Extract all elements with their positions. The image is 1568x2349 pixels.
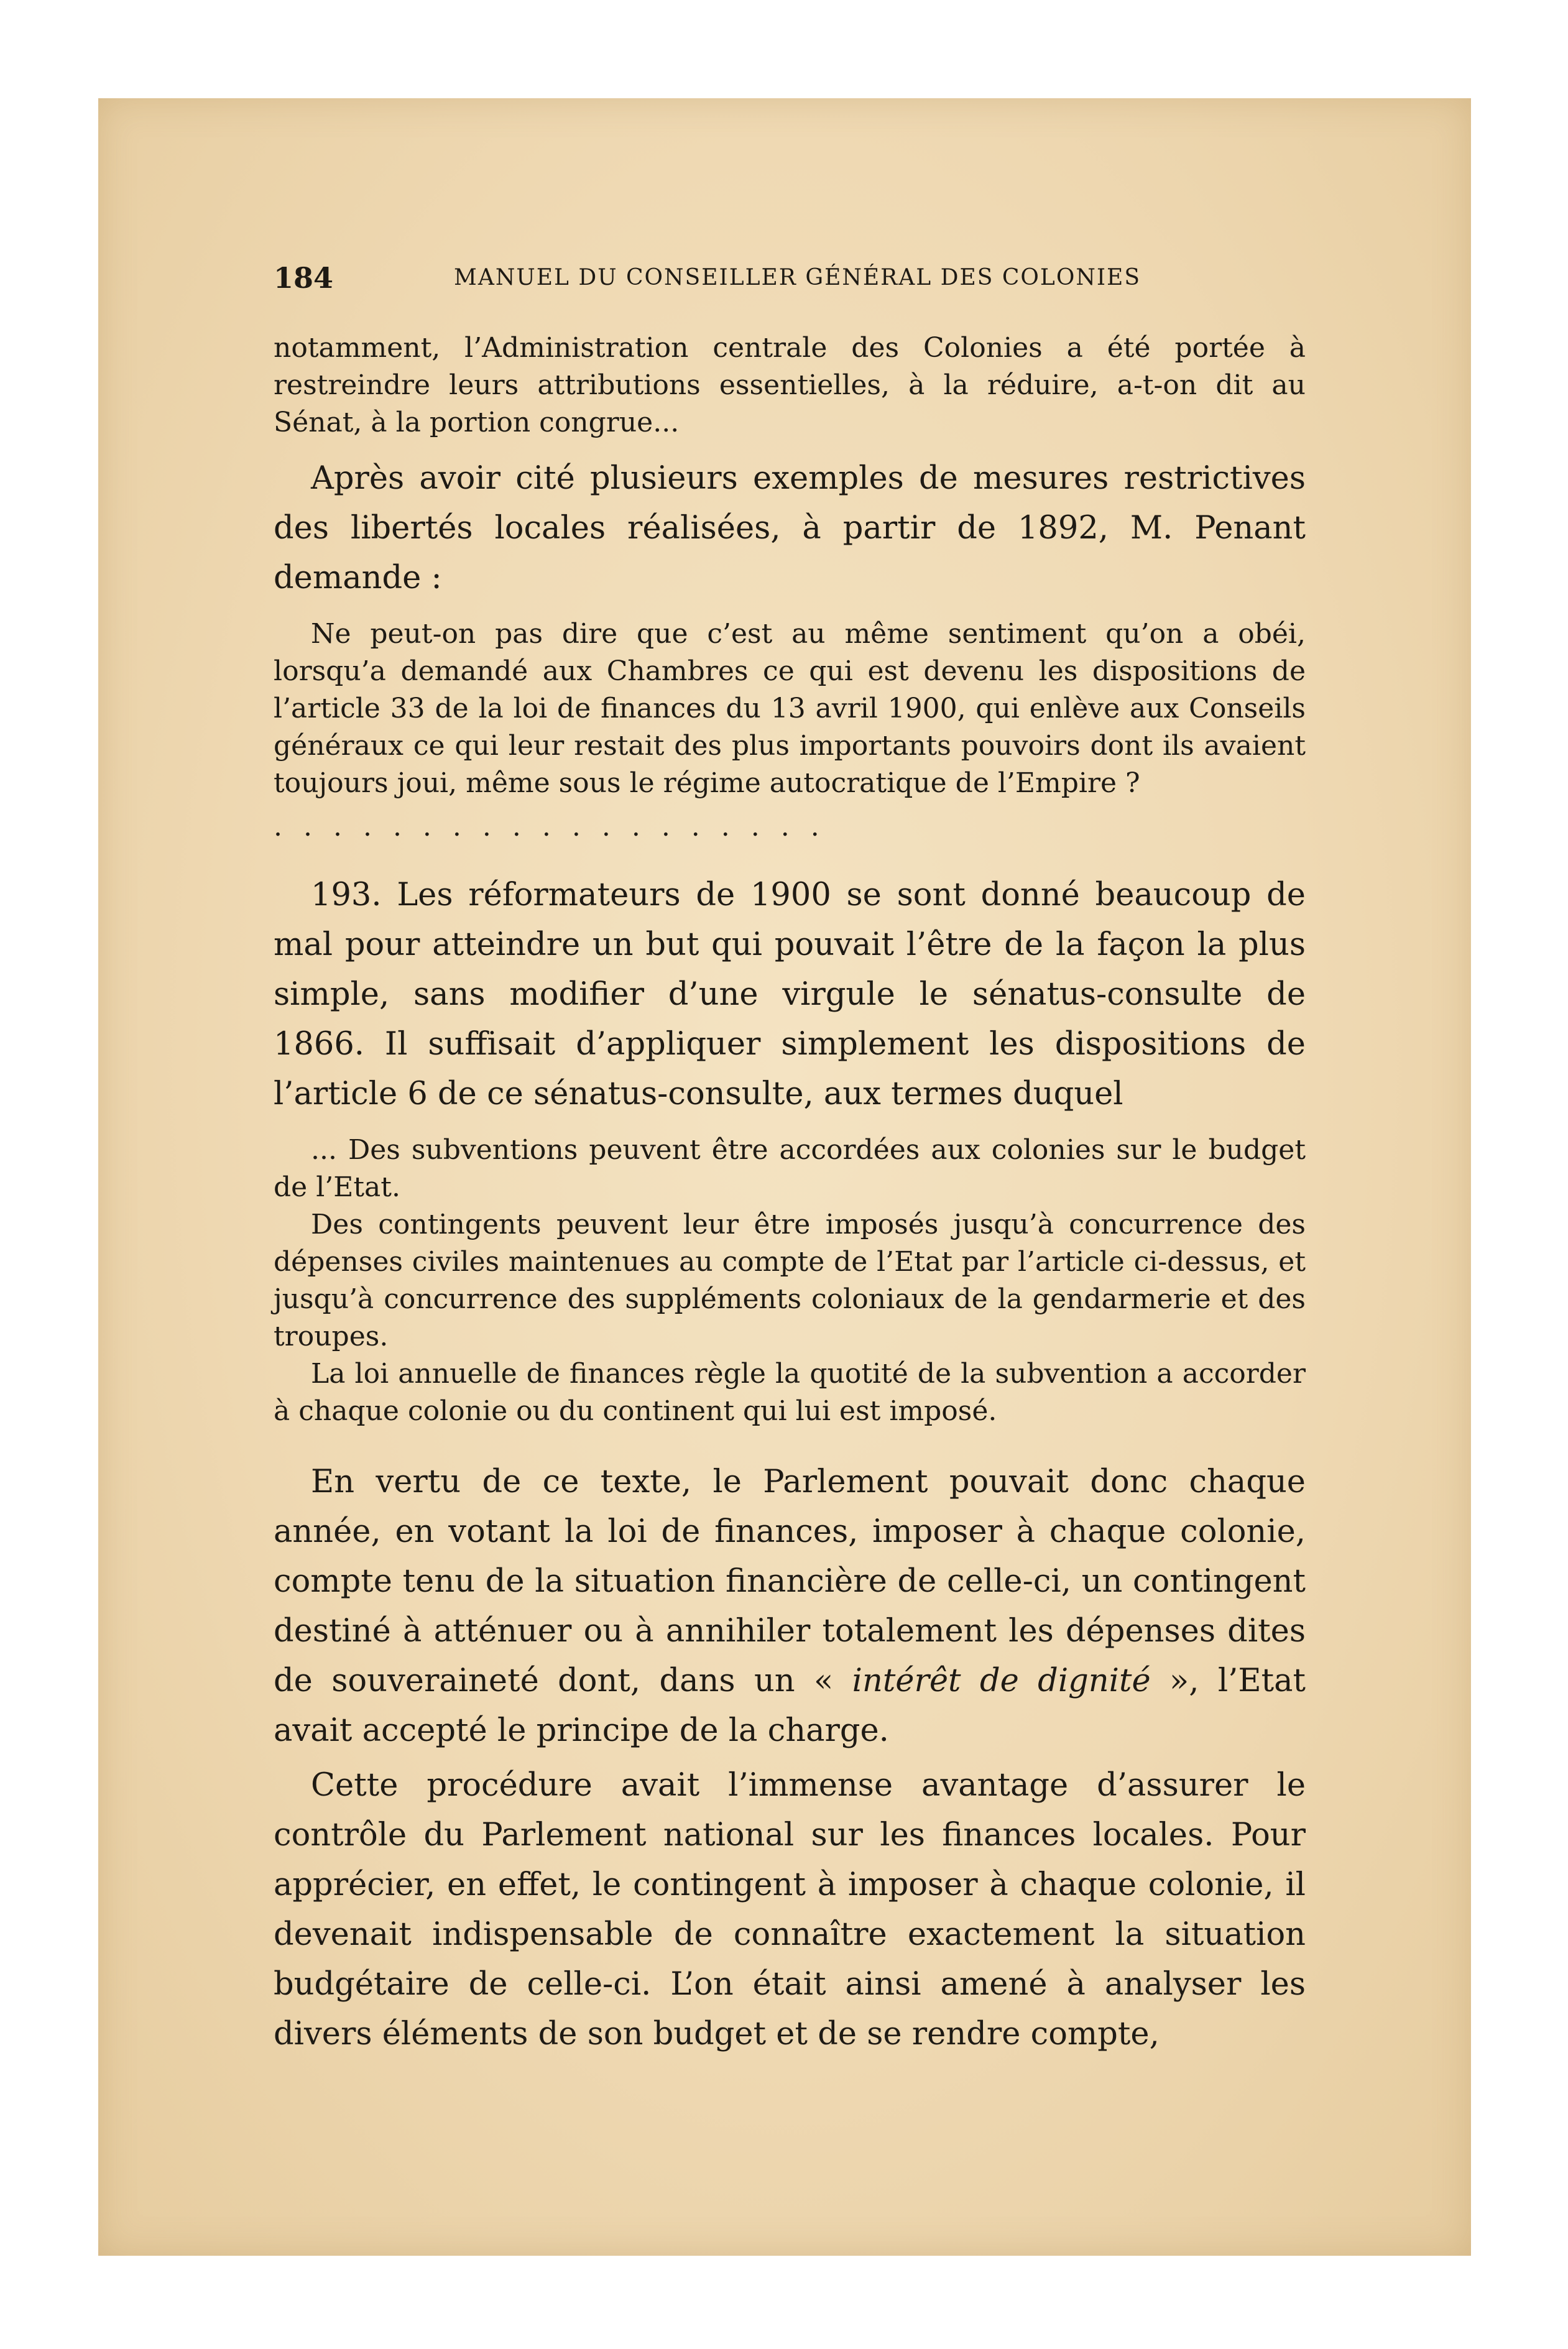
- running-title: MANUEL DU CONSEILLER GÉNÉRAL DES COLONIES: [454, 265, 1141, 290]
- quote-article-6: [274, 1132, 1306, 1430]
- quote-line-loi-annuelle: La loi annuelle de finances règle la quotité de la subvention a accorder à chaque colonie ou du continent qui lui est imposé.: [274, 1358, 1306, 1427]
- paragraph-penant: Après avoir cité plusieurs exemples de mesures restrictives des libertés locales réalisées, à partir de 1892, M. Penant demande :: [274, 460, 1306, 596]
- quote-penant: Ne peut-on pas dire que c’est au même sentiment qu’on a obéi, lorsqu’a demandé aux Chambres ce qui est devenu les dispositions de l’article 33 de la loi de finances du 13 avril 1900, qui enlève aux Conseils généraux ce qui leur restait des plus importants pouvoirs dont ils avaient toujours joui, même sous le régime autocratique de l’Empire ?: [274, 618, 1306, 799]
- ellipsis-dots: ...................: [274, 811, 841, 842]
- running-head: [274, 261, 1306, 305]
- italic-phrase: intérêt de dignité: [852, 1663, 1151, 1699]
- page-number: 184: [274, 261, 334, 295]
- paragraph-193-text: Les réformateurs de 1900 se sont donné beaucoup de mal pour atteindre un but qui pouvait l’être de la façon la plus simple, sans modifier d’une virgule le sénatus-consulte de 1866. Il suffisait d’appliquer simplement les dispositions de l’article 6 de ce sénatus-consulte, aux termes duquel: [274, 877, 1306, 1112]
- paragraph-procedure: Cette procédure avait l’immense avantage d’assurer le contrôle du Parlement national sur les finances locales. Pour apprécier, en effet, le contingent à imposer à chaque colonie, il devenait indispensable de connaître exactement la situation budgétaire de celle-ci. L’on était ainsi amené à analyser les divers éléments de son budget et de se rendre compte,: [274, 1767, 1306, 2052]
- paragraph-en-vertu: [274, 1457, 1306, 1756]
- paragraph-193: [274, 870, 1306, 1119]
- quote-line-contingents: Des contingents peuvent leur être imposés jusqu’à concurrence des dépenses civiles maintenues au compte de l’Etat par l’article ci-dessus, et jusqu’à concurrence des suppléments coloniaux de la gendarmerie et des troupes.: [274, 1209, 1306, 1352]
- paragraph-en-vertu-start: En vertu de ce texte, le Parlement pouvait donc chaque année, en votant la loi de finances, imposer à chaque colonie, compte tenu de la situation financière de celle-ci, un contingent destiné à atténuer ou à annihiler totalement les dépenses dites de souveraineté dont, dans un «: [274, 1464, 1306, 1699]
- paragraph-continued-quote: notamment, l’Administration centrale des Colonies a été portée à restreindre leurs attributions essentielles, à la réduire, a-t-on dit au Sénat, à la portion congrue...: [274, 332, 1306, 438]
- quote-line-subventions: ... Des subventions peuvent être accordées aux colonies sur le budget de l’Etat.: [274, 1134, 1306, 1203]
- paragraph-number: 193.: [311, 877, 382, 913]
- page-text-block: [274, 261, 1306, 2059]
- paragraph-en-vertu-end: », l’Etat avait accepté le principe de la charge.: [274, 1663, 1306, 1749]
